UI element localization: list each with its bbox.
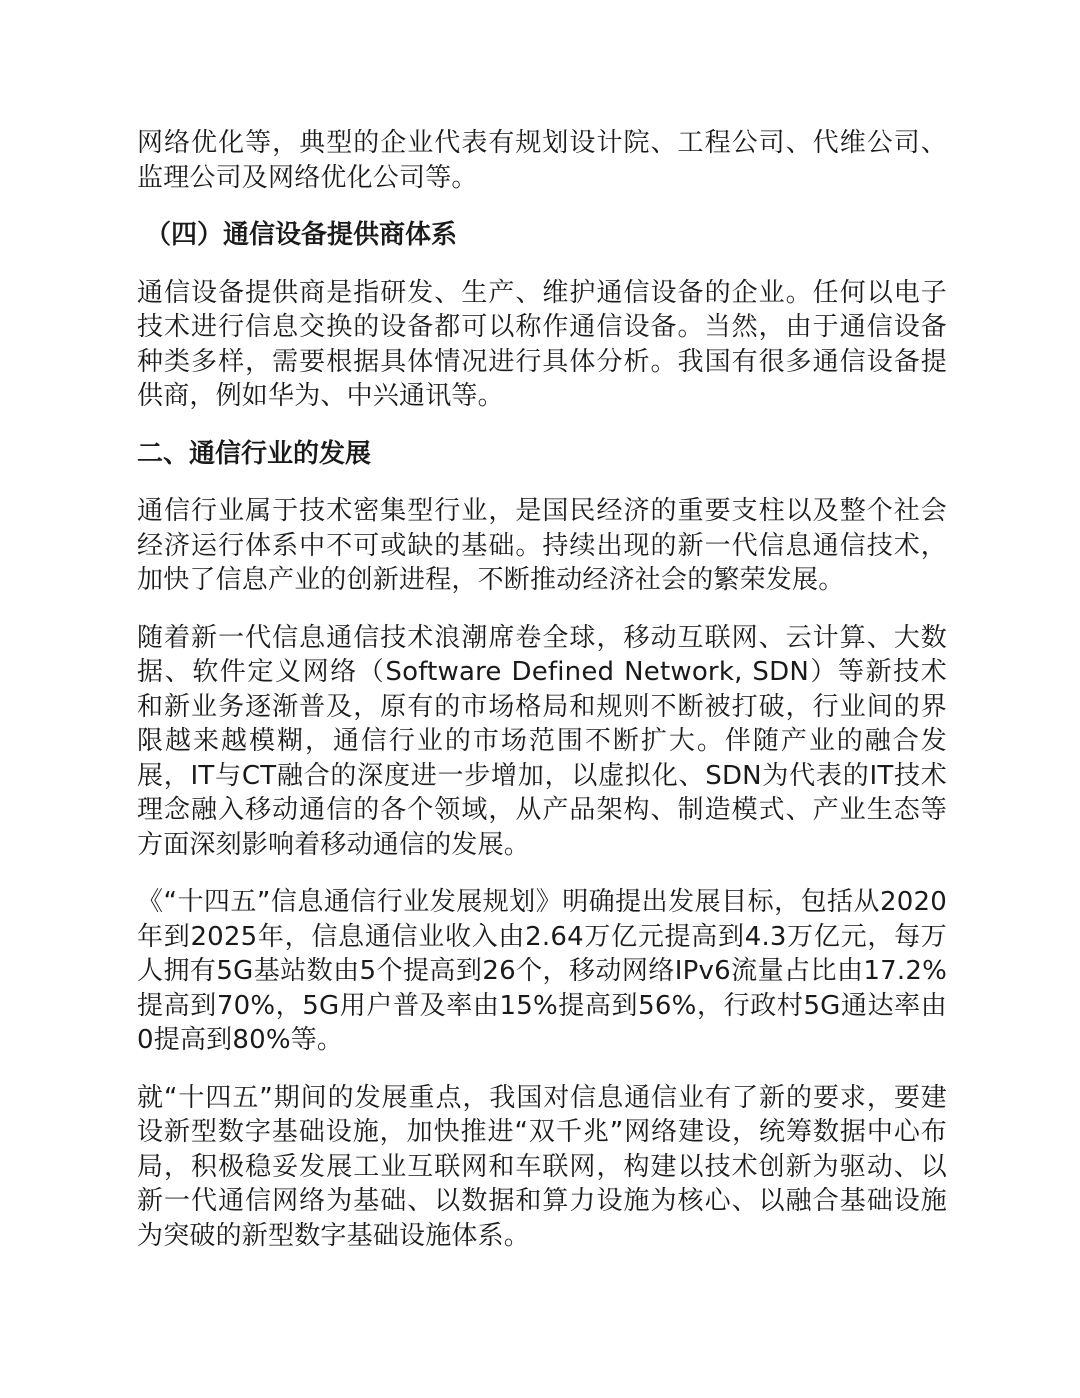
paragraph-development-priorities: 就“十四五”期间的发展重点，我国对信息通信业有了新的要求，要建设新型数字基础设施，加快推进“双千兆”网络建设，统筹数据中心布局，积极稳妥发展工业互联网和车联网，构建以技术创新为驱动、以新一代通信网络为基础、以数据和算力设施为核心、以融合基础设施为突破的新型数字基础设施体系。 xyxy=(137,1082,947,1251)
section-heading-equipment-providers: （四）通信设备提供商体系 xyxy=(145,220,458,250)
document-page xyxy=(137,126,947,1276)
paragraph-development-goals: 《“十四五”信息通信行业发展规划》明确提出发展目标，包括从2020年到2025年，信息通信业收入由2.64万亿元提高到4.3万亿元，每万人拥有5G基站数由5个提高到26个，移动网络IPv6流量占比由17.2%提高到70%，5G用户普及率由15%提高到56%，行政村5G通达率由0提高到80%等。 xyxy=(137,887,947,1055)
paragraph-industry-overview: 通信行业属于技术密集型行业，是国民经济的重要支柱以及整个社会经济运行体系中不可或缺的基础。持续出现的新一代信息通信技术，加快了信息产业的创新进程，不断推动经济社会的繁荣发展。 xyxy=(137,496,947,595)
paragraph-equipment-providers: 通信设备提供商是指研发、生产、维护通信设备的企业。任何以电子技术进行信息交换的设备都可以称作通信设备。当然，由于通信设备种类多样，需要根据具体情况进行具体分析。我国有很多通信设备提供商，例如华为、中兴通讯等。 xyxy=(137,277,947,411)
paragraph-new-technologies: 随着新一代信息通信技术浪潮席卷全球，移动互联网、云计算、大数据、软件定义网络（Software Defined Network, SDN）等新技术和新业务逐渐普及，原有的市场格局和规则不断被打破，行业间的界限越来越模糊，通信行业的市场范围不断扩大。伴随产业的融合发展，IT与CT融合的深度进一步增加，以虚拟化、SDN为代表的IT技术理念融入移动通信的各个领域，从产品架构、制造模式、产业生态等方面深刻影响着移动通信的发展。 xyxy=(137,622,947,860)
paragraph-network-optimization: 网络优化等，典型的企业代表有规划设计院、工程公司、代维公司、监理公司及网络优化公司等。 xyxy=(137,128,947,193)
section-heading-industry-development: 二、通信行业的发展 xyxy=(137,438,372,469)
